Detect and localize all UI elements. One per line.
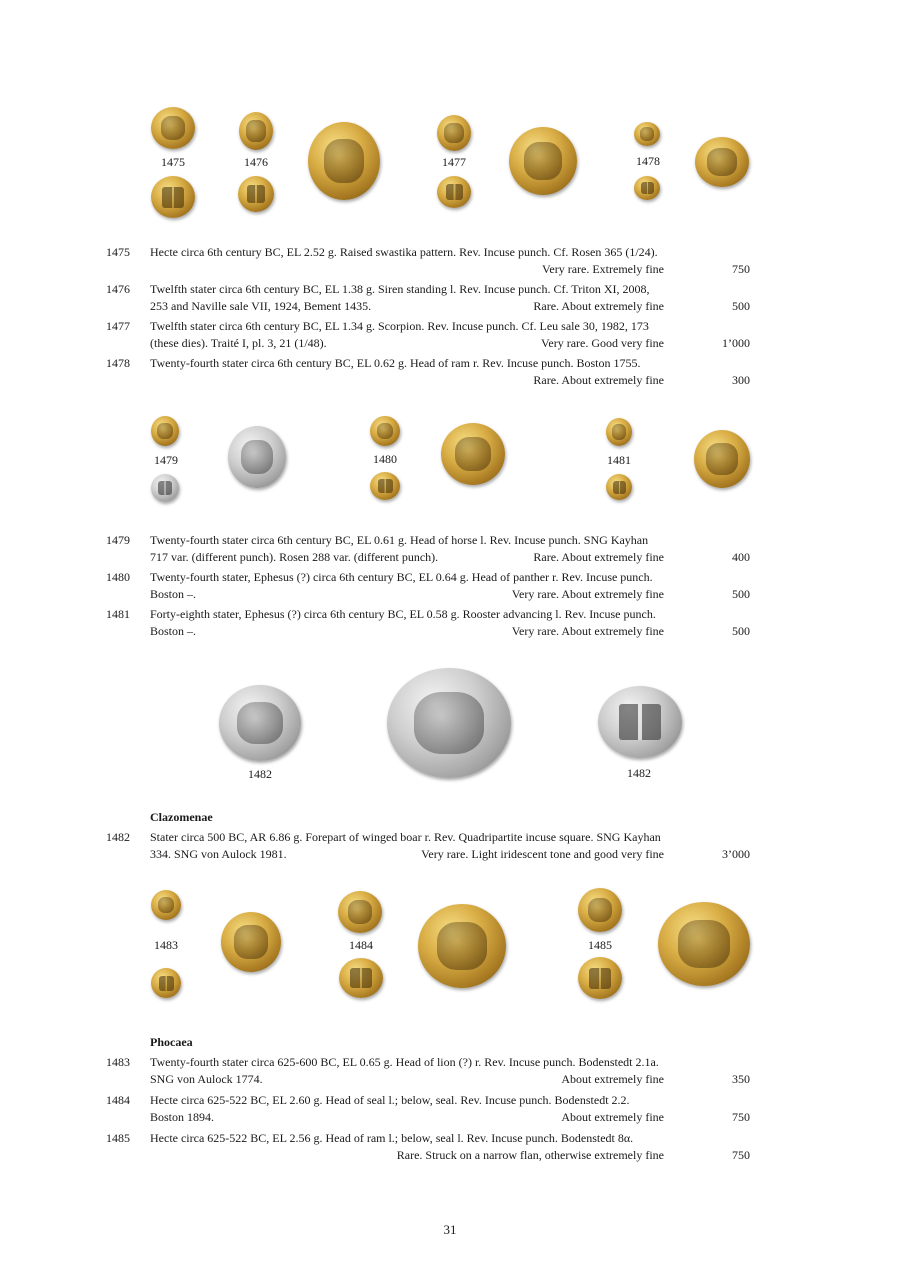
lot-description-cont: SNG von Aulock 1774. xyxy=(150,1072,263,1086)
coin-1477-reverse xyxy=(437,176,471,208)
lot-estimate: 750 xyxy=(732,1110,750,1124)
coin-label-1478: 1478 xyxy=(636,154,660,168)
coin-1479-enlarged xyxy=(228,426,286,488)
lot-description: Twelfth stater circa 6th century BC, EL 1.34 g. Scorpion. Rev. Incuse punch. Cf. Leu sale 30, 1982, 173 xyxy=(150,319,649,333)
lot-description: Hecte circa 625-522 BC, EL 2.60 g. Head of seal l.; below, seal. Rev. Incuse punch. Bodenstedt 2.2. xyxy=(150,1093,630,1107)
lot-grade: Rare. Struck on a narrow flan, otherwise extremely fine xyxy=(396,1148,664,1162)
coin-1485-obverse xyxy=(578,888,622,932)
lot-grade: Very rare. About extremely fine xyxy=(511,587,664,601)
coin-1481-reverse xyxy=(606,474,632,500)
coin-1476-obverse xyxy=(239,112,273,150)
coin-1479-obverse xyxy=(151,416,179,446)
coin-label-1480: 1480 xyxy=(373,452,397,466)
lot-estimate: 500 xyxy=(732,587,750,601)
coin-1482-obverse xyxy=(219,685,301,761)
lot-number: 1482 xyxy=(106,830,130,844)
lot-description: Hecte circa 6th century BC, EL 2.52 g. Raised swastika pattern. Rev. Incuse punch. Cf. Rosen 365 (1/24). xyxy=(150,245,658,259)
coin-1483-reverse xyxy=(151,968,181,998)
lot-estimate: 500 xyxy=(732,624,750,638)
lot-grade: Very rare. Extremely fine xyxy=(542,262,664,276)
coin-label-1482-obverse: 1482 xyxy=(248,767,272,781)
lot-description: Forty-eighth stater, Ephesus (?) circa 6th century BC, EL 0.58 g. Rooster advancing l. Rev. Incuse punch. xyxy=(150,607,656,621)
page-number: 31 xyxy=(443,1222,457,1237)
lot-description-cont: 717 var. (different punch). Rosen 288 var. (different punch). xyxy=(150,550,439,564)
lot-estimate: 500 xyxy=(732,299,750,313)
coin-1475-obverse xyxy=(151,107,195,149)
lot-description-cont: 253 and Naville sale VII, 1924, Bement 1435. xyxy=(150,299,372,313)
lot-estimate: 750 xyxy=(732,1148,750,1162)
lot-number: 1477 xyxy=(106,319,130,333)
lot-description-cont: Boston 1894. xyxy=(150,1110,215,1124)
coin-1480-enlarged xyxy=(441,423,505,485)
coin-1478-obverse xyxy=(634,122,660,146)
coin-1479-reverse xyxy=(151,474,179,502)
coin-1484-reverse xyxy=(339,958,383,998)
lot-number: 1480 xyxy=(106,570,130,584)
coin-1481-obverse xyxy=(606,418,632,446)
lot-number: 1484 xyxy=(106,1093,130,1107)
lot-number: 1478 xyxy=(106,356,130,370)
coin-label-1477: 1477 xyxy=(442,155,466,169)
coin-1480-obverse xyxy=(370,416,400,446)
lot-grade: Rare. About extremely fine xyxy=(533,373,664,387)
lot-number: 1475 xyxy=(106,245,130,259)
section-heading-phocaea: Phocaea xyxy=(150,1035,193,1049)
lot-number: 1485 xyxy=(106,1131,130,1145)
lot-description: Twenty-fourth stater circa 6th century BC, EL 0.62 g. Head of ram r. Rev. Incuse punch. Boston 1755. xyxy=(150,356,641,370)
coin-1478-reverse xyxy=(634,176,660,200)
coin-label-1475: 1475 xyxy=(161,155,185,169)
lot-number: 1476 xyxy=(106,282,130,296)
coin-1477-enlarged xyxy=(509,127,577,195)
coin-1484-obverse xyxy=(338,891,382,933)
lot-description-cont: Boston –. xyxy=(150,624,197,638)
coin-1478-enlarged xyxy=(695,137,749,187)
coin-1481-enlarged xyxy=(694,430,750,488)
lot-description: Twenty-fourth stater circa 6th century BC, EL 0.61 g. Head of horse l. Rev. Incuse punch. SNG Kayhan xyxy=(150,533,649,547)
coin-label-1481: 1481 xyxy=(607,453,631,467)
lot-grade: Very rare. Good very fine xyxy=(541,336,664,350)
lot-description: Twelfth stater circa 6th century BC, EL 1.38 g. Siren standing l. Rev. Incuse punch. Cf. Triton XI, 2008, xyxy=(150,282,650,296)
lot-estimate: 1’000 xyxy=(722,336,750,350)
lot-grade: Very rare. About extremely fine xyxy=(511,624,664,638)
lot-estimate: 3’000 xyxy=(722,847,750,861)
lot-estimate: 400 xyxy=(732,550,750,564)
lot-description: Hecte circa 625-522 BC, EL 2.56 g. Head of ram l.; below, seal l. Rev. Incuse punch. Bodenstedt 8α. xyxy=(150,1131,634,1145)
lot-grade: About extremely fine xyxy=(561,1072,664,1086)
lot-number: 1479 xyxy=(106,533,130,547)
lot-grade: Rare. About extremely fine xyxy=(533,550,664,564)
section-heading-clazomenae: Clazomenae xyxy=(150,810,213,824)
coin-1476-reverse xyxy=(238,176,274,212)
lot-description-cont: Boston –. xyxy=(150,587,197,601)
lot-estimate: 750 xyxy=(732,262,750,276)
coin-1477-obverse xyxy=(437,115,471,151)
coin-label-1484: 1484 xyxy=(349,938,373,952)
lot-estimate: 300 xyxy=(732,373,750,387)
coin-1483-enlarged xyxy=(221,912,281,972)
lot-description: Twenty-fourth stater, Ephesus (?) circa 6th century BC, EL 0.64 g. Head of panther r. Rev. Incuse punch. xyxy=(150,570,653,584)
lot-description: Twenty-fourth stater circa 625-600 BC, EL 0.65 g. Head of lion (?) r. Rev. Incuse punch. Bodenstedt 2.1a. xyxy=(150,1055,659,1069)
coin-1484-enlarged xyxy=(418,904,506,988)
coin-1485-reverse xyxy=(578,957,622,999)
lot-number: 1481 xyxy=(106,607,130,621)
lot-description: Stater circa 500 BC, AR 6.86 g. Forepart of winged boar r. Rev. Quadripartite incuse square. SNG Kayhan xyxy=(150,830,661,844)
coin-1480-reverse xyxy=(370,472,400,500)
coin-label-1482-reverse: 1482 xyxy=(627,766,651,780)
lot-estimate: 350 xyxy=(732,1072,750,1086)
coin-1485-enlarged xyxy=(658,902,750,986)
coin-label-1483: 1483 xyxy=(154,938,178,952)
coin-1476-enlarged xyxy=(308,122,380,200)
coin-1482-enlarged xyxy=(387,668,511,778)
lot-grade: Very rare. Light iridescent tone and good very fine xyxy=(421,847,664,861)
coin-label-1476: 1476 xyxy=(244,155,268,169)
lot-description-cont: 334. SNG von Aulock 1981. xyxy=(150,847,287,861)
lot-number: 1483 xyxy=(106,1055,130,1069)
lot-grade: About extremely fine xyxy=(561,1110,664,1124)
lot-grade: Rare. About extremely fine xyxy=(533,299,664,313)
coin-1483-obverse xyxy=(151,890,181,920)
coin-1482-reverse xyxy=(598,686,682,758)
coin-label-1479: 1479 xyxy=(154,453,178,467)
coin-label-1485: 1485 xyxy=(588,938,612,952)
lot-description-cont: (these dies). Traité I, pl. 3, 21 (1/48). xyxy=(150,336,327,350)
coin-1475-reverse xyxy=(151,176,195,218)
